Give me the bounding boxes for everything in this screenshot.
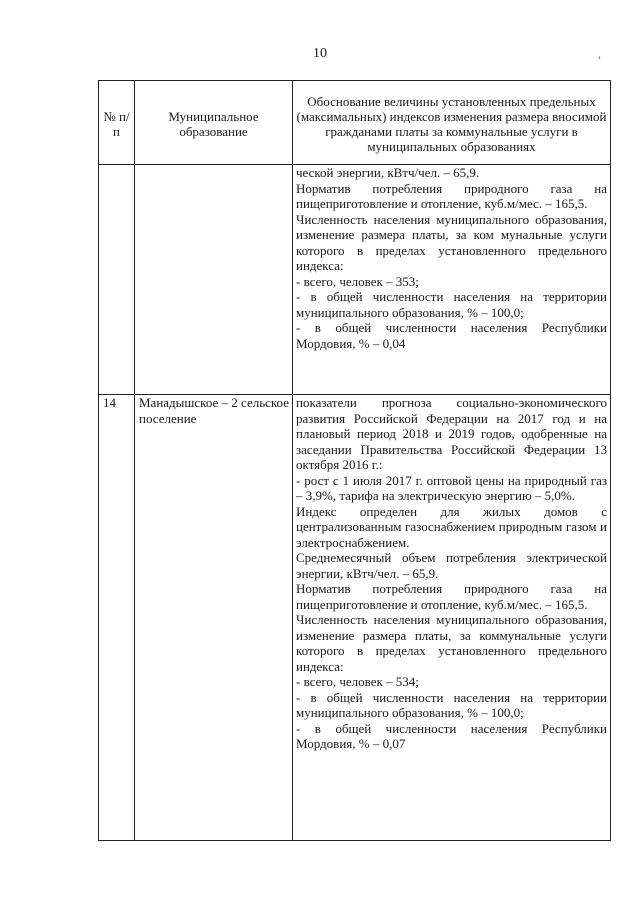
row-num	[99, 165, 135, 395]
justification-line: - в общей численности населения на территории муниципального образования, % – 100,0;	[296, 689, 607, 720]
page-number: 10	[313, 46, 327, 61]
justification-line: - всего, человек – 534;	[296, 674, 419, 689]
justification-line: Численность населения муниципального образования, изменение размера платы, за коммунальные услуги которого в пределах установленного предельного индекса:	[296, 612, 607, 674]
justification-line: ческой энергии, кВтч/чел. – 65,9.	[296, 165, 480, 180]
header-num: № п/п	[99, 81, 135, 165]
table-header	[99, 81, 611, 165]
justification-line: Норматив потребления природного газа на пищеприготовление и отопление, куб.м/мес. – 165,5.	[296, 180, 607, 211]
justification-line: Индекс определен для жилых домов с централизованным газоснабжением природным газом и электроснабжением.	[296, 503, 607, 550]
justification-line: Норматив потребления природного газа на пищеприготовление и отопление, куб.м/мес. – 165,5.	[296, 581, 607, 612]
header-municipality: Муниципальное образование	[135, 81, 293, 165]
justification-line: - всего, человек – 353;	[296, 273, 419, 289]
justification-line: Среднемесячный объем потребления электрической энергии, кВтч/чел. – 65,9.	[296, 550, 607, 581]
justification-line: Численность населения муниципального образования, изменение размера платы, за ком мунальные услуги которого в пределах установленного предельного индекса:	[296, 211, 607, 273]
table-row	[99, 165, 611, 395]
justification-line: показатели прогноза социально-экономического развития Российской Федерации на 2017 год и на плановый период 2018 и 2019 годов, одобренные на заседании Правительства Российской Федерации 13 октября 2016 г.:	[296, 395, 607, 472]
table-row	[99, 395, 611, 841]
row-municipality: Манадышское – 2 сельское поселение	[135, 395, 293, 841]
row-num: 14	[99, 395, 135, 841]
justification-line: - в общей численности населения Республики Мордовия, % – 0,07	[296, 720, 607, 751]
header-justification: Обоснование величины установленных предельных (максимальных) индексов изменения размера вносимой гражданами платы за коммунальные услуги в муниципальных образованиях	[293, 81, 611, 165]
justification-line: - в общей численности населения на территории муниципального образования, % – 100,0;	[296, 289, 607, 320]
justification-line: - рост с 1 июля 2017 г. оптовой цены на природный газ – 3,9%, тарифа на электрическую энергию – 5,0%.	[296, 472, 607, 503]
corner-mark: ‹	[598, 52, 601, 62]
row-justification	[293, 165, 611, 395]
row-municipality	[135, 165, 293, 395]
justification-line: - в общей численности населения Республики Мордовия, % – 0,04	[296, 320, 607, 351]
row-justification	[293, 395, 611, 841]
tariff-index-table	[98, 80, 611, 841]
